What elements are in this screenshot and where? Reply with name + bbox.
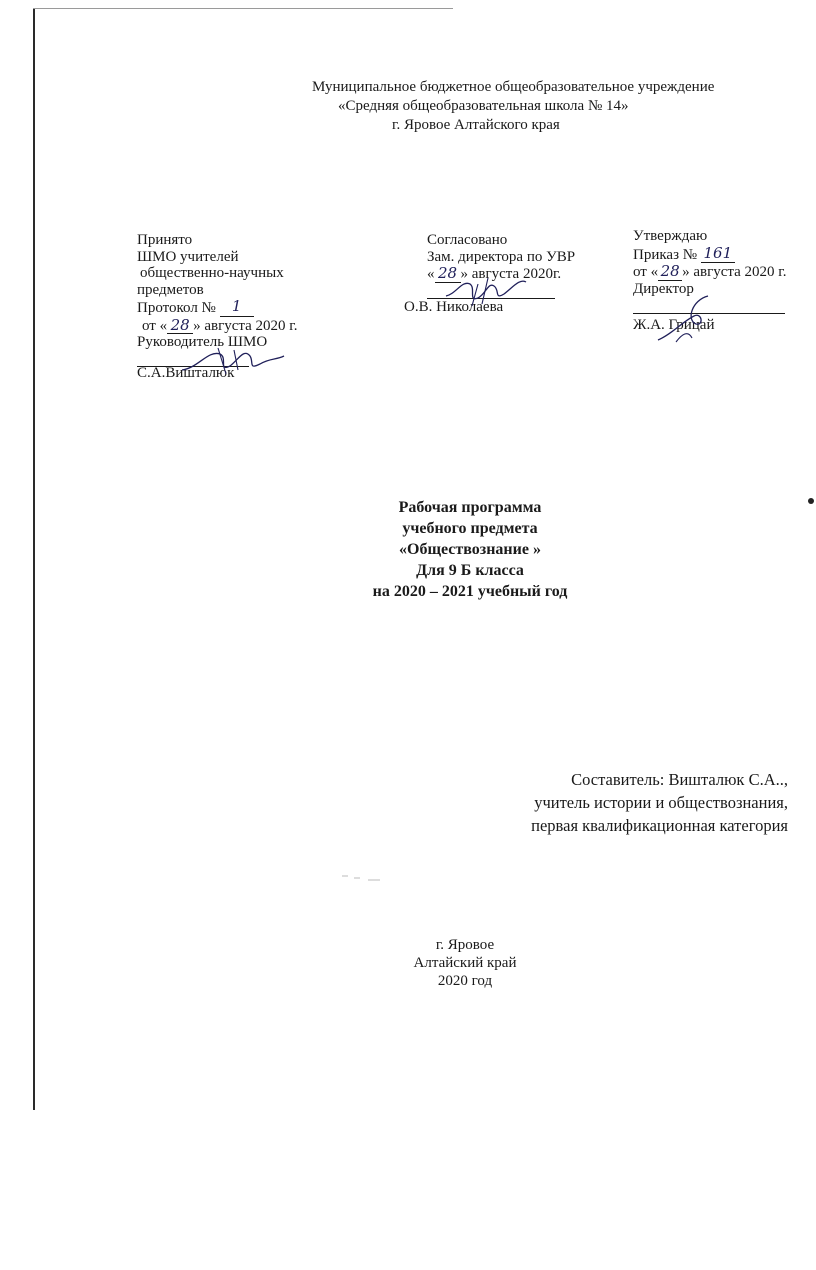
protocol-number: 1: [231, 297, 242, 315]
title-line2: учебного предмета: [402, 520, 538, 537]
order-number: 161: [703, 243, 733, 262]
agreed-heading: Согласовано: [427, 232, 508, 248]
approved-date: [633, 263, 787, 281]
accepted-name: С.А.Вишталюк: [137, 364, 235, 381]
title-line4: Для 9 Б класса: [416, 562, 524, 579]
approved-date-prefix: от «: [633, 264, 659, 280]
accepted-line2: общественно-научных: [140, 265, 284, 281]
agreed-role: Зам. директора по УВР: [427, 248, 576, 265]
accepted-date-suffix: » августа 2020 г.: [193, 317, 298, 334]
protocol-label: Протокол №: [137, 300, 216, 316]
footer-year: 2020 год: [437, 973, 493, 989]
footer-block: [340, 936, 590, 990]
title-line1: Рабочая программа: [398, 499, 542, 516]
scan-smudge: [340, 872, 384, 882]
school-location: г. Яровое Алтайского края: [392, 117, 560, 133]
title-line5: на 2020 – 2021 учебный год: [372, 583, 568, 600]
order-number-field: [701, 245, 735, 264]
approved-heading: Утверждаю: [633, 228, 708, 244]
agreed-date-day: 28: [435, 265, 461, 283]
scan-dot: [808, 498, 814, 504]
approved-date-day: 28: [658, 263, 682, 281]
author-line1: Составитель: Вишталюк С.А..,: [571, 770, 788, 789]
school-header: [300, 78, 750, 135]
accepted-protocol: [137, 298, 298, 317]
accepted-signature: [178, 340, 288, 380]
accepted-line1: ШМО учителей: [137, 248, 239, 265]
author-line2: учитель истории и обществознания,: [534, 793, 788, 812]
approved-name: Ж.А. Грицай: [633, 317, 715, 333]
program-title: [300, 497, 640, 602]
accepted-date-day: 28: [167, 317, 193, 335]
protocol-number-field: [220, 298, 254, 317]
agreed-signature: [442, 272, 532, 312]
agreed-date-prefix: «: [427, 266, 435, 282]
footer-region: Алтайский край: [413, 955, 517, 971]
accepted-date: [137, 317, 298, 335]
school-name: «Средняя общеобразовательная школа № 14»: [338, 98, 629, 114]
accepted-role: Руководитель ШМО: [137, 334, 268, 350]
approved-order: [633, 245, 787, 264]
accepted-line3: предметов: [137, 281, 204, 298]
school-type: Муниципальное бюджетное общеобразовательное учреждение: [312, 79, 715, 95]
approved-signature: [652, 290, 722, 348]
accepted-date-prefix: от «: [142, 317, 168, 334]
agreed-name: О.В. Николаева: [404, 298, 504, 315]
author-line3: первая квалификационная категория: [531, 816, 788, 835]
order-label: Приказ №: [633, 246, 698, 263]
footer-city: г. Яровое: [435, 937, 495, 953]
accepted-heading: Принято: [137, 232, 193, 248]
approved-role: Директор: [633, 280, 694, 297]
scan-left-edge: [33, 8, 35, 1110]
author-block: [531, 768, 788, 837]
approved-date-suffix: » августа 2020 г.: [682, 264, 787, 280]
scan-top-edge: [33, 8, 453, 9]
agreed-date-suffix: » августа 2020г.: [460, 266, 562, 282]
title-line3: «Обществознание »: [399, 541, 541, 558]
